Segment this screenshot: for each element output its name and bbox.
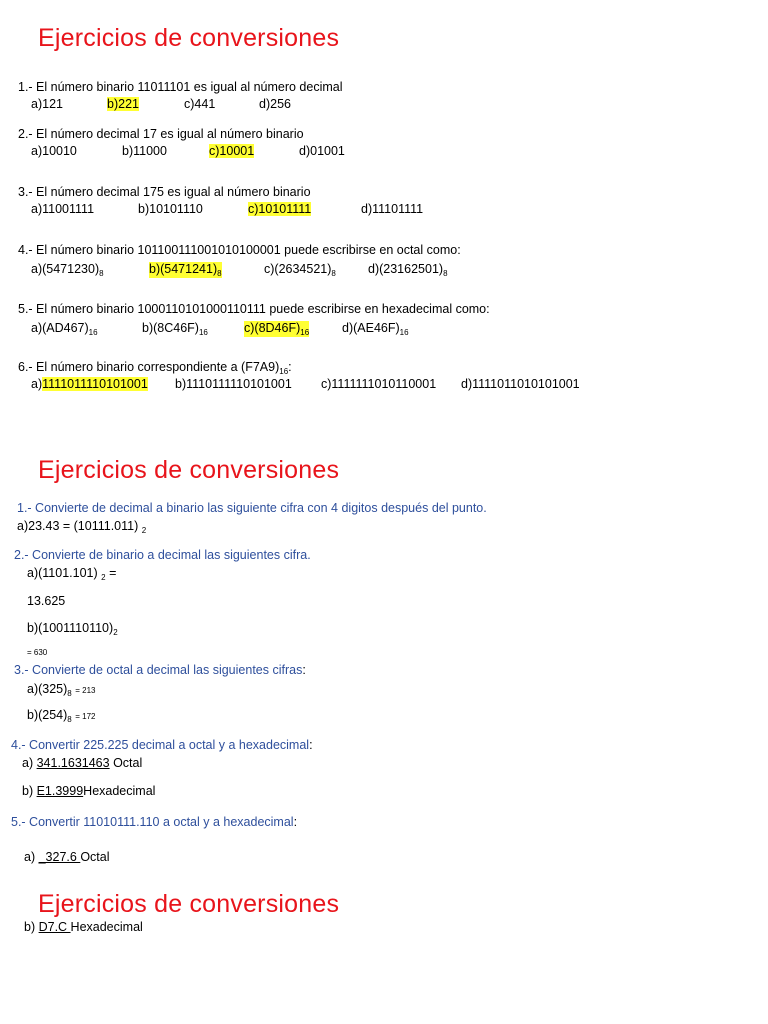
- q5-option-a: $a)(AD467)_{16}$: [31, 321, 98, 337]
- q3-option-b: b)10101110: [138, 202, 203, 216]
- question-5: 5.- El número binario 1000110101000110111 puede escribirse en hexadecimal como:: [18, 302, 490, 316]
- q4-option-d: $d)(23162501)_8$: [368, 262, 448, 278]
- p2-q2-a: a)(1101.101) $_2$ =: [27, 566, 117, 582]
- q6-option-b: b)1110111110101001: [175, 377, 292, 391]
- q6-option-c: c)1111111010110001: [321, 377, 437, 391]
- p2-question-2: 2.- Convierte de binario a decimal las siguientes cifra.: [14, 548, 311, 562]
- q1-option-d: d)256: [259, 97, 291, 111]
- p2-q5-b: b) D7.C Hexadecimal: [24, 920, 143, 934]
- q4-option-c: $c)(2634521)_8$: [264, 262, 336, 278]
- p2-question-4: 4.- Convertir 225.225 decimal a octal y a hexadecimal:: [11, 738, 313, 752]
- p2-q5-a: a) _327.6 Octal: [24, 850, 110, 864]
- q2-option-c: c)10001: [209, 144, 255, 158]
- p2-q2-b-result: = 630: [27, 648, 48, 657]
- p2-q4-a: a) 341.1631463 Octal: [22, 756, 143, 770]
- p2-question-5: 5.- Convertir 11010111.110 a octal y a hexadecimal:: [11, 815, 298, 829]
- q1-option-a: a)121: [31, 97, 63, 111]
- q6-option-a: a)1111011110101001: [31, 377, 148, 391]
- q5-option-d: $d)(AE46F)_{16}$: [342, 321, 409, 337]
- q5-option-c: $c)(8D46F)_{16}$: [244, 321, 310, 337]
- q3-option-d: d)11101111: [361, 202, 424, 216]
- section-title-1: Ejercicios de conversiones: [38, 24, 340, 52]
- p2-question-3: 3.- Convierte de octal a decimal las siguientes cifras:: [14, 663, 306, 677]
- section-title-3: Ejercicios de conversiones: [38, 890, 340, 918]
- q2-option-a: a)10010: [31, 144, 77, 158]
- q3-option-a: a)11001111: [31, 202, 95, 216]
- p2-q1-answer: a)23.43 = (10111.011) $_2$: [17, 519, 147, 535]
- q4-option-b: $b)(5471241)_8$: [149, 262, 222, 278]
- p2-q3-a: $a)(325)_8 = 213$: [27, 682, 96, 698]
- question-1: 1.- El número binario 11011101 es igual al número decimal: [18, 80, 343, 94]
- section-title-2: Ejercicios de conversiones: [38, 456, 340, 484]
- q1-option-c: c)441: [184, 97, 216, 111]
- p2-q2-a-result: 13.625: [27, 594, 66, 608]
- question-6: 6.- El número binario correspondiente a $(F7A9)_{16}$:: [18, 360, 292, 376]
- q5-option-b: $b)(8C46F)_{16}$: [142, 321, 208, 337]
- question-4: 4.- El número binario 101100111001010100001 puede escribirse en octal como:: [18, 243, 461, 257]
- question-2: 2.- El número decimal 17 es igual al número binario: [18, 127, 304, 141]
- p2-q3-b: $b)(254)_8 = 172$: [27, 708, 96, 724]
- p2-q2-b: $b)(1001110110)_2$: [27, 621, 118, 637]
- q2-option-d: d)01001: [299, 144, 345, 158]
- p2-question-1: 1.- Convierte de decimal a binario las siguiente cifra con 4 digitos después del punto.: [17, 501, 487, 515]
- question-3: 3.- El número decimal 175 es igual al número binario: [18, 185, 311, 199]
- q1-option-b: b)221: [107, 97, 139, 111]
- q4-option-a: $a)(5471230)_8$: [31, 262, 104, 278]
- q6-option-d: d)1111011010101001: [461, 377, 580, 391]
- q3-option-c: c)10101111: [248, 202, 312, 216]
- q2-option-b: b)11000: [122, 144, 167, 158]
- p2-q4-b: b) E1.3999Hexadecimal: [22, 784, 156, 798]
